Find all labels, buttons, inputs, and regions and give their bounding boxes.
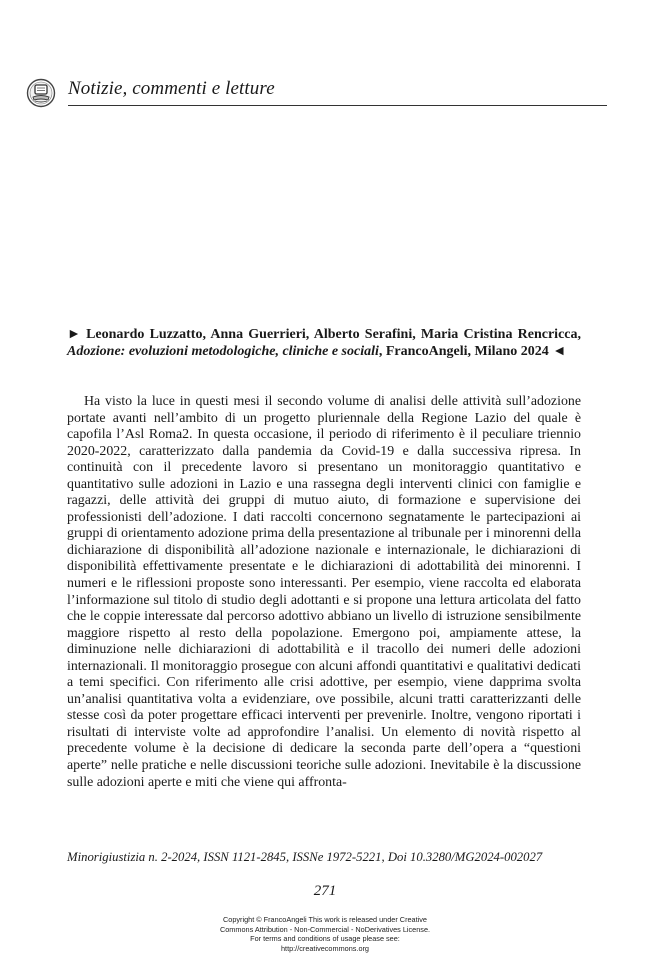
end-marker-icon: ◄	[552, 344, 567, 359]
license-link[interactable]: http://creativecommons.org	[280, 943, 369, 953]
page-number: 271	[313, 883, 337, 899]
header-divider	[68, 105, 607, 106]
book-title: Adozione: evoluzioni metodologiche, cliniche e sociali	[67, 344, 379, 359]
journal-citation: Minorigiustizia n. 2-2024, ISSN 1121-2845, ISSNe 1972-5221, Doi 10.3280/MG2024-002027	[67, 850, 543, 864]
review-authors: Leonardo Luzzatto, Anna Guerrieri, Alberto Serafini, Maria Cristina Rencricca,	[86, 327, 581, 342]
book-review-heading	[67, 326, 581, 360]
start-marker-icon: ►	[67, 327, 81, 342]
license-line: Commons Attribution - Non-Commercial - NoDerivatives License.	[219, 924, 431, 934]
license-line: Copyright © FrancoAngeli This work is released under Creative	[223, 915, 427, 924]
section-header	[26, 76, 582, 108]
section-title: Notizie, commenti e letture	[68, 78, 275, 99]
journal-logo-icon	[26, 78, 58, 110]
book-publisher: , FrancoAngeli, Milano 2024	[378, 344, 549, 359]
license-line: For terms and conditions of usage please see:	[250, 934, 400, 944]
review-body-paragraph: Ha visto la luce in questi mesi il secondo volume di analisi delle attività sull’adozione portate avanti nell’ambito di un progetto pluriennale della Regione Lazio del quale è capofila l’Asl Roma2. In questa occasione, il periodo di riferimento è il peculiare triennio 2020-2022, caratterizzato dalla pandemia da Covid-19 e dalla successiva ripresa. In continuità con il precedente lavoro si presentano un monitoraggio quantitativo e quantitativo sulle adozioni in Lazio e una rassegna degli interventi clinici con famiglie e ragazzi, delle attività dei gruppi di mutuo aiuto, di formazione e supervisione dei professionisti dell’adozione. I dati raccolti concernono segnatamente le partecipazioni ai gruppi di orientamento adozione prima della presentazione al tribunale per i minorenni della dichiarazione di disponibilità all’adozione nazionale e internazionale, le dichiarazioni di disponibilità effettivamente presentate e le dichiarazioni di adottabilità dei minorenni. I numeri e le riflessioni proposte sono interessanti. Per esempio, viene raccolta ed elaborata l’informazione sul titolo di studio degli adottanti e si propone una lettura articolata del fatto che le coppie interessate dal percorso adottivo abbiano un livello di istruzione sensibilmente maggiore rispetto al resto della popolazione. Emergono poi, ampiamente attese, la diminuzione nelle dichiarazioni di adottabilità e il tracollo dei numeri delle adozioni internazionali. Il monitoraggio prosegue con alcuni affondi quantitativi e qualitativi dedicati a temi specifici. Con riferimento alle crisi adottive, per esempio, viene dapprima svolta un’analisi quantitativa volta a evidenziare, ove possibile, alcuni tratti caratterizzanti delle stesse così da poter progettare efficaci interventi per prevenirle. Inoltre, vengono riportati i risultati di interviste volte ad approfondire l’analisi. Un elemento di novità rispetto al precedente volume è la decisione di dedicare la seconda parte dell’opera a “questioni aperte” nelle pratiche e nelle discussioni teoriche sulle adozioni. Inevitabile è la discussione sulle adozioni aperte e miti che viene qui affronta-	[67, 394, 581, 790]
license-notice	[0, 915, 650, 953]
